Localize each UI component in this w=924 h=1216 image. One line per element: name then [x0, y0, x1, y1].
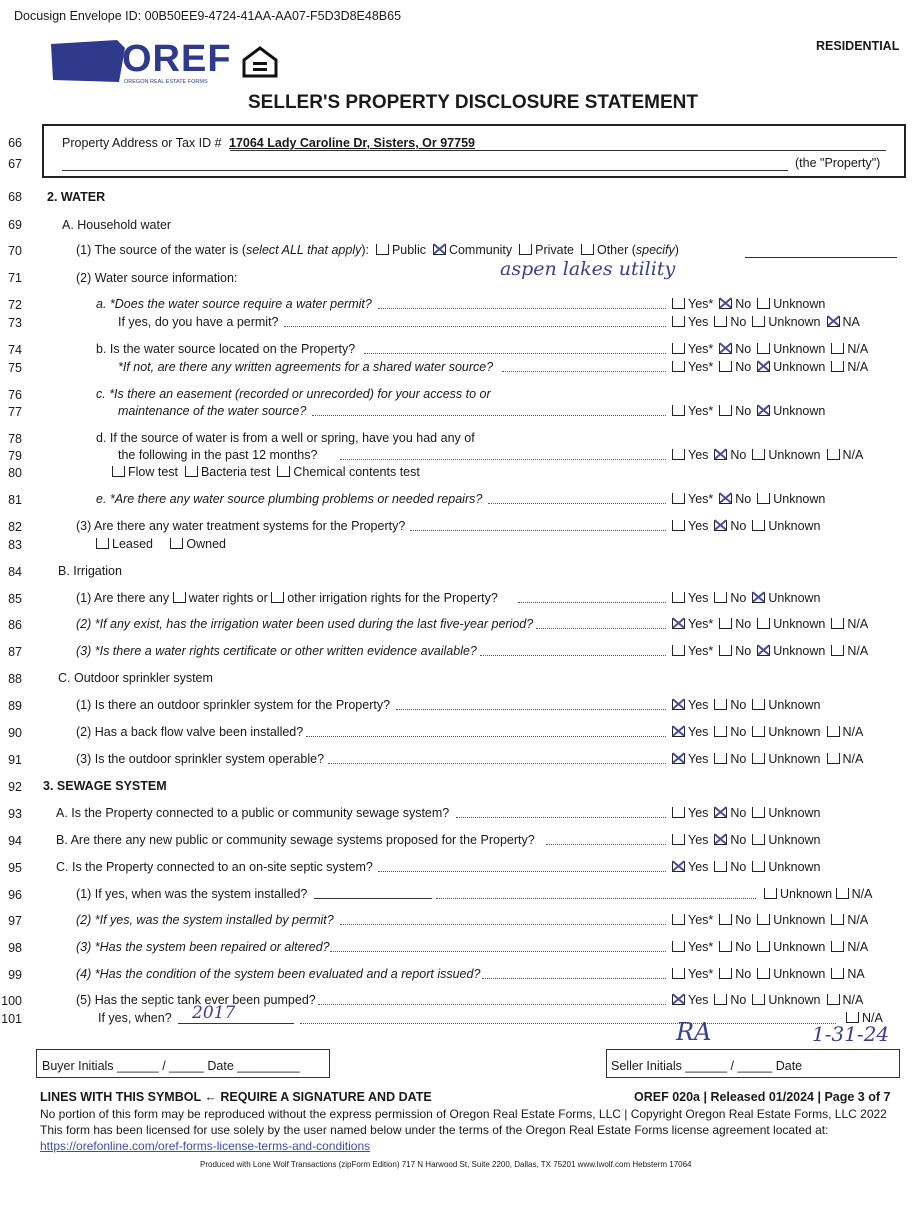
q87-options: Yes* No Unknown N/A [672, 644, 874, 658]
no-checkbox[interactable] [714, 316, 727, 327]
q75-options: Yes* No Unknown N/A [672, 360, 874, 374]
q72-options: Yes* No Unknown [672, 297, 831, 311]
no-checkbox[interactable] [719, 343, 732, 354]
yes-checkbox[interactable] [672, 618, 685, 629]
other-end: ) [674, 243, 679, 257]
no-checkbox[interactable] [714, 699, 727, 710]
na-checkbox[interactable] [831, 914, 844, 925]
q75-text: *If not, are there any written agreements for a shared water source? [118, 360, 494, 374]
q101-na: N/A [846, 1011, 883, 1025]
line-number: 83 [8, 538, 22, 552]
q77-text: maintenance of the water source? [118, 404, 307, 418]
unknown-checkbox[interactable] [757, 941, 770, 952]
unknown-checkbox[interactable] [764, 888, 777, 899]
line-number: 67 [8, 157, 22, 171]
na-checkbox[interactable] [831, 618, 844, 629]
q82-text: (3) Are there any water treatment systems for the Property? [76, 519, 406, 533]
q87-text: (3) *Is there a water rights certificate or other written evidence available? [76, 644, 477, 658]
na-checkbox[interactable] [827, 316, 840, 327]
line-number: 93 [8, 807, 22, 821]
unknown-checkbox[interactable] [752, 994, 765, 1005]
q83-options: Leased Owned [96, 537, 226, 551]
yes-checkbox[interactable] [672, 941, 685, 952]
unknown-checkbox[interactable] [757, 914, 770, 925]
logo-subtext: OREGON REAL ESTATE FORMS [124, 79, 208, 85]
line-number: 86 [8, 618, 22, 632]
q90-options: Yes No Unknown N/A [672, 725, 869, 739]
line-number: 79 [8, 449, 22, 463]
q98-options: Yes* No Unknown N/A [672, 940, 874, 954]
q73-text: If yes, do you have a permit? [118, 315, 279, 329]
q93-text: A. Is the Property connected to a public or community sewage system? [56, 806, 450, 820]
property-address-label: Property Address or Tax ID # [62, 136, 222, 150]
form-id: OREF 020a | Released 01/2024 | Page 3 of 7 [634, 1090, 891, 1104]
page-title: SELLER'S PROPERTY DISCLOSURE STATEMENT [248, 92, 699, 113]
section-sewage: 3. SEWAGE SYSTEM [43, 779, 167, 793]
q93-options: Yes No Unknown [672, 806, 827, 820]
yes-checkbox[interactable] [672, 361, 685, 372]
q95-options: Yes No Unknown [672, 860, 827, 874]
q91-text: (3) Is the outdoor sprinkler system operable? [76, 752, 325, 766]
unknown-checkbox[interactable] [757, 361, 770, 372]
line-number: 73 [8, 316, 22, 330]
q70-end: ): [361, 243, 369, 257]
line-number: 80 [8, 466, 22, 480]
line-number: 84 [8, 565, 22, 579]
no-checkbox[interactable] [719, 298, 732, 309]
yes-checkbox[interactable] [672, 520, 685, 531]
community-checkbox[interactable] [433, 244, 446, 255]
water-rights-checkbox[interactable] [173, 592, 186, 603]
line-number: 70 [8, 244, 22, 258]
unknown-checkbox[interactable] [757, 968, 770, 979]
leased-checkbox[interactable] [96, 538, 109, 549]
q97-options: Yes* No Unknown N/A [672, 913, 874, 927]
line-number: 81 [8, 493, 22, 507]
q90-text: (2) Has a back flow valve been installed? [76, 725, 304, 739]
q70-row [76, 243, 679, 257]
line-number: 87 [8, 645, 22, 659]
line-number: 69 [8, 218, 22, 232]
q82-options: Yes No Unknown [672, 519, 827, 533]
no-checkbox[interactable] [719, 618, 732, 629]
unknown-checkbox[interactable] [752, 834, 765, 845]
other-label: Other ( [596, 243, 636, 257]
unknown-checkbox[interactable] [757, 645, 770, 656]
q70-text: (1) The source of the water is ( [76, 243, 246, 257]
line-number: 75 [8, 361, 22, 375]
no-checkbox[interactable] [714, 753, 727, 764]
yes-checkbox[interactable] [672, 316, 685, 327]
q78-text: d. If the source of water is from a well or spring, have you had any of [96, 431, 475, 445]
q99-text: (4) *Has the condition of the system been evaluated and a report issued? [76, 967, 481, 981]
line-number: 77 [8, 405, 22, 419]
property-suffix: (the "Property") [795, 156, 881, 170]
line-number: 101 [1, 1012, 22, 1026]
handwritten-seller-date: 1-31-24 [812, 1022, 890, 1046]
subsection-household: A. Household water [62, 218, 172, 232]
subsection-sprinkler: C. Outdoor sprinkler system [58, 671, 213, 685]
na-checkbox[interactable] [831, 941, 844, 952]
no-checkbox[interactable] [719, 968, 732, 979]
flow-test-checkbox[interactable] [112, 466, 125, 477]
handwritten-water-source: aspen lakes utility [500, 258, 676, 280]
no-checkbox[interactable] [719, 914, 732, 925]
oregon-map-icon [47, 38, 127, 84]
seller-initials-label: Seller Initials ______ / _____ Date [611, 1059, 803, 1073]
q97-text: (2) *If yes, was the system installed by permit? [76, 913, 334, 927]
na-checkbox[interactable] [831, 968, 844, 979]
q96-text: (1) If yes, when was the system installed? [76, 887, 308, 901]
line-number: 89 [8, 699, 22, 713]
unknown-checkbox[interactable] [752, 449, 765, 460]
yes-checkbox[interactable] [672, 753, 685, 764]
line-number: 85 [8, 592, 22, 606]
unknown-checkbox[interactable] [757, 298, 770, 309]
no-checkbox[interactable] [714, 449, 727, 460]
equal-housing-icon [240, 42, 280, 85]
na-checkbox[interactable] [827, 994, 840, 1005]
other-rights-checkbox[interactable] [271, 592, 284, 603]
yes-checkbox[interactable] [672, 592, 685, 603]
line-number: 78 [8, 432, 22, 446]
line-number: 91 [8, 753, 22, 767]
q79-options: Yes No Unknown N/A [672, 448, 869, 462]
property-address-value[interactable]: 17064 Lady Caroline Dr, Sisters, Or 97759 [229, 136, 475, 150]
line-number: 82 [8, 520, 22, 534]
line-number: 68 [8, 190, 22, 204]
doc-type: RESIDENTIAL [816, 39, 900, 53]
q85-options: Yes No Unknown [672, 591, 827, 605]
yes-checkbox[interactable] [672, 807, 685, 818]
unknown-checkbox[interactable] [752, 520, 765, 531]
line-number: 92 [8, 780, 22, 794]
line-number: 99 [8, 968, 22, 982]
no-checkbox[interactable] [714, 592, 727, 603]
unknown-checkbox[interactable] [757, 493, 770, 504]
unknown-checkbox[interactable] [752, 726, 765, 737]
q74-options: Yes* No Unknown N/A [672, 342, 874, 356]
yes-checkbox[interactable] [672, 861, 685, 872]
envelope-id: Docusign Envelope ID: 00B50EE9-4724-41AA-AA07-F5D3D8E48B65 [14, 9, 402, 23]
unknown-checkbox[interactable] [757, 618, 770, 629]
yes-checkbox[interactable] [672, 699, 685, 710]
yes-checkbox[interactable] [672, 449, 685, 460]
q86-options: Yes* No Unknown N/A [672, 617, 874, 631]
q76-text: c. *Is there an easement (recorded or unrecorded) for your access to or [96, 387, 491, 401]
chemical-test-checkbox[interactable] [277, 466, 290, 477]
unknown-checkbox[interactable] [752, 699, 765, 710]
q94-options: Yes No Unknown [672, 833, 827, 847]
unknown-checkbox[interactable] [752, 316, 765, 327]
q89-options: Yes No Unknown [672, 698, 827, 712]
na-checkbox[interactable] [827, 726, 840, 737]
line-number: 90 [8, 726, 22, 740]
license-link[interactable]: https://orefonline.com/oref-forms-license-terms-and-conditions [40, 1139, 371, 1153]
q74-text: b. Is the water source located on the Property? [96, 342, 356, 356]
yes-checkbox[interactable] [672, 645, 685, 656]
q73-options: Yes No Unknown NA [672, 315, 866, 329]
copyright-text: No portion of this form may be reproduced without the express permission of Oregon Real Estate Forms, LLC | Copyright Oregon Real Estate Forms, LLC 2022 [40, 1107, 887, 1121]
unknown-checkbox[interactable] [757, 405, 770, 416]
other-italic: specify [635, 243, 675, 257]
line-number: 76 [8, 388, 22, 402]
line-number: 95 [8, 861, 22, 875]
oref-logo [47, 38, 127, 87]
line-number: 88 [8, 672, 22, 686]
yes-checkbox[interactable] [672, 405, 685, 416]
q91-options: Yes No Unknown N/A [672, 752, 869, 766]
yes-checkbox[interactable] [672, 493, 685, 504]
unknown-checkbox[interactable] [752, 861, 765, 872]
bacteria-test-checkbox[interactable] [185, 466, 198, 477]
q100-text: (5) Has the septic tank ever been pumped? [76, 993, 316, 1007]
unknown-checkbox[interactable] [752, 753, 765, 764]
q98-text: (3) *Has the system been repaired or altered? [76, 940, 330, 954]
q81-text: e. *Are there any water source plumbing problems or needed repairs? [96, 492, 483, 506]
no-checkbox[interactable] [719, 941, 732, 952]
line-number: 96 [8, 888, 22, 902]
na-checkbox[interactable] [831, 361, 844, 372]
unknown-checkbox[interactable] [757, 343, 770, 354]
public-checkbox[interactable] [376, 244, 389, 255]
handwritten-pump-year: 2017 [192, 1003, 236, 1023]
no-checkbox[interactable] [714, 994, 727, 1005]
na-checkbox[interactable] [831, 343, 844, 354]
q86-text: (2) *If any exist, has the irrigation water been used during the last five-year period? [76, 617, 534, 631]
public-label: Public [391, 243, 426, 257]
line-number: 74 [8, 343, 22, 357]
line-number: 100 [1, 994, 22, 1008]
q96-options: Unknown N/A [764, 887, 872, 901]
q72-text: a. *Does the water source require a water permit? [96, 297, 372, 311]
na-checkbox[interactable] [836, 888, 849, 899]
signature-symbol-note: LINES WITH THIS SYMBOL ← REQUIRE A SIGNATURE AND DATE [40, 1090, 432, 1104]
logo-text: OREF [122, 38, 232, 80]
na-checkbox[interactable] [827, 753, 840, 764]
line-number: 97 [8, 914, 22, 928]
yes-checkbox[interactable] [672, 994, 685, 1005]
section-water: 2. WATER [47, 190, 106, 204]
line-number: 66 [8, 136, 22, 150]
subsection-irrigation: B. Irrigation [58, 564, 122, 578]
q101-text: If yes, when? [98, 1011, 172, 1025]
q70-italic: select ALL that apply [245, 243, 362, 257]
no-checkbox[interactable] [719, 405, 732, 416]
na-checkbox[interactable] [831, 645, 844, 656]
yes-checkbox[interactable] [672, 298, 685, 309]
yes-checkbox[interactable] [672, 343, 685, 354]
q95-text: C. Is the Property connected to an on-site septic system? [56, 860, 373, 874]
no-checkbox[interactable] [714, 834, 727, 845]
line-number: 94 [8, 834, 22, 848]
no-checkbox[interactable] [714, 520, 727, 531]
q77-options: Yes* No Unknown [672, 404, 831, 418]
community-label: Community [448, 243, 513, 257]
q100-options: Yes No Unknown N/A [672, 993, 869, 1007]
line-number: 72 [8, 298, 22, 312]
yes-checkbox[interactable] [672, 968, 685, 979]
no-checkbox[interactable] [719, 361, 732, 372]
owned-checkbox[interactable] [170, 538, 183, 549]
q99-options: Yes* No Unknown NA [672, 967, 871, 981]
private-label: Private [535, 243, 575, 257]
na-checkbox[interactable] [827, 449, 840, 460]
other-checkbox[interactable] [581, 244, 594, 255]
no-checkbox[interactable] [719, 645, 732, 656]
q94-text: B. Are there any new public or community sewage systems proposed for the Property? [56, 833, 535, 847]
yes-checkbox[interactable] [672, 834, 685, 845]
line-number: 71 [8, 271, 22, 285]
handwritten-seller-initials: RA [676, 1018, 712, 1046]
no-checkbox[interactable] [719, 493, 732, 504]
no-checkbox[interactable] [714, 861, 727, 872]
yes-checkbox[interactable] [672, 914, 685, 925]
q85-text: (1) Are there any water rights or other irrigation rights for the Property? [76, 591, 498, 605]
no-checkbox[interactable] [714, 726, 727, 737]
q79-text: the following in the past 12 months? [118, 448, 318, 462]
q80-tests: Flow test Bacteria test Chemical contents test [112, 465, 420, 479]
line-number: 98 [8, 941, 22, 955]
buyer-initials-label: Buyer Initials ______ / _____ Date _________ [42, 1059, 300, 1073]
private-checkbox[interactable] [519, 244, 532, 255]
unknown-checkbox[interactable] [752, 807, 765, 818]
produced-by-text: Produced with Lone Wolf Transactions (zipForm Edition) 717 N Harwood St, Suite 2200, Dallas, TX 75201 www.lwolf.com Hebsterm 17064 [200, 1160, 692, 1169]
q71-text: (2) Water source information: [76, 271, 238, 285]
no-checkbox[interactable] [714, 807, 727, 818]
q89-text: (1) Is there an outdoor sprinkler system for the Property? [76, 698, 391, 712]
unknown-checkbox[interactable] [752, 592, 765, 603]
license-text: This form has been licensed for use solely by the user named below under the terms of the Oregon Real Estate Forms license agreement located at: [40, 1123, 829, 1137]
q81-options: Yes* No Unknown [672, 492, 831, 506]
yes-checkbox[interactable] [672, 726, 685, 737]
